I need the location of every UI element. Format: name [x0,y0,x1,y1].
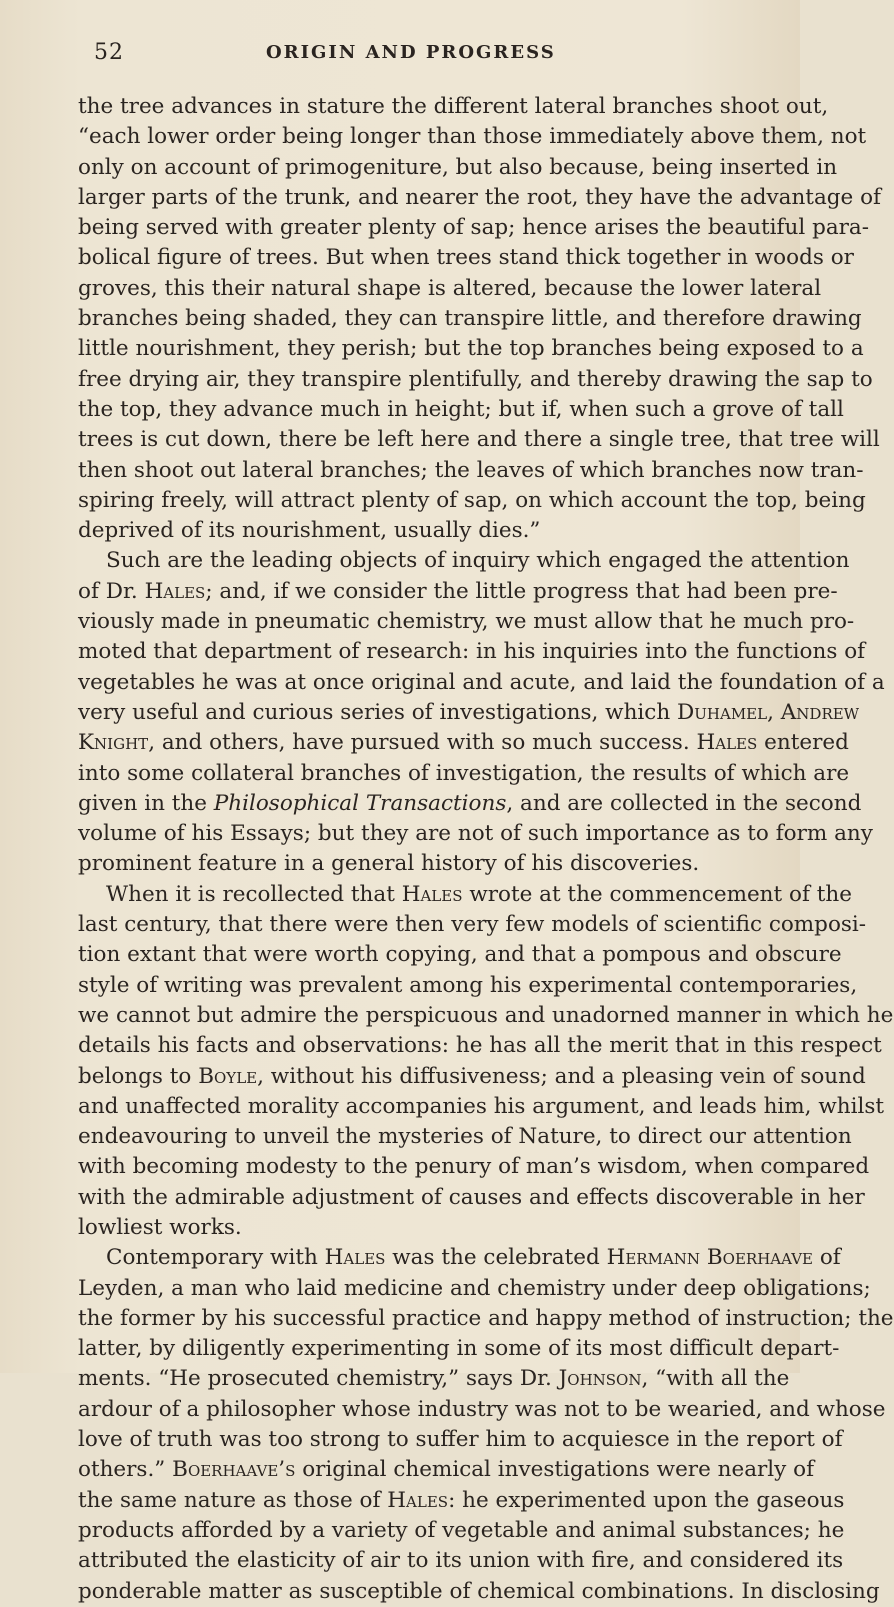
text-segment: we cannot but admire the perspicuous and unadorned manner in which he [78,1002,894,1028]
text-segment: Hales [144,578,206,604]
text-line [78,1395,886,1425]
text-segment: entered [757,730,849,756]
text-segment: , without his diffusiveness; and a pleasing vein of sound [257,1063,866,1089]
text-line [78,304,862,334]
text-line [78,1577,880,1607]
text-segment: Hales [324,1245,386,1271]
body-text [78,92,894,1607]
text-segment: viously made in pneumatic chemistry, we must allow that he much pro- [78,609,855,635]
text-segment: prominent feature in a general history of his discoveries. [78,851,700,877]
text-line [78,1274,871,1304]
text-segment: Hales [401,881,463,907]
text-line [78,668,885,698]
text-line [78,274,822,304]
text-line [78,456,864,486]
text-segment: given in the [78,790,214,816]
text-line [78,637,866,667]
text-line [78,849,774,879]
text-segment: belongs to [78,1063,199,1089]
text-segment: little nourishment, they perish; but the top branches being exposed to a [78,336,864,362]
text-segment: , “with all the [641,1366,790,1392]
text-segment: Philosophical Transactions [213,790,507,816]
text-line [78,577,838,607]
text-line [78,425,880,455]
text-line [78,1425,843,1455]
text-line [78,243,854,273]
text-line [78,395,844,425]
text-segment: , and others, have pursued with so much success. [148,730,697,756]
text-segment: Boerhaave’s [172,1457,296,1483]
text-segment: When it is recollected that [106,881,402,907]
text-segment: , and are collected in the second [506,790,862,816]
text-line [78,92,829,122]
text-segment: attributed the elasticity of air to its union with fire, and considered its [78,1548,844,1574]
text-line [78,1213,774,1243]
text-segment: spiring freely, will attract plenty of sap, on which account the top, being [78,487,866,513]
text-segment: with becoming modesty to the penury of man’s wisdom, when compared [78,1154,870,1180]
text-line [78,1243,841,1273]
text-line [78,486,866,516]
text-segment: Such are the leading objects of inquiry which engaged the attention [106,548,850,574]
text-line [78,1455,815,1485]
text-segment: lowliest works. [78,1214,242,1240]
text-line [78,880,852,910]
text-line [78,698,860,728]
text-segment: wrote at the commencement of the [462,881,852,907]
text-segment: Contemporary with [106,1245,325,1271]
text-segment: ; and, if we consider the little progress that had been pre- [205,578,838,604]
text-segment: Hermann Boerhaave [606,1245,813,1271]
text-segment: endeavouring to unveil the mysteries of Nature, to direct our attention [78,1124,852,1150]
text-segment: branches being shaded, they can transpire little, and therefore drawing [78,306,862,332]
text-segment: original chemical investigations were nearly of [295,1457,815,1483]
text-segment: then shoot out lateral branches; the leaves of which branches now tran- [78,457,864,483]
text-segment: moted that department of research: in his inquiries into the functions of [78,639,866,665]
text-segment: last century, that there were then very few models of scientific composi- [78,912,867,938]
text-segment: “each lower order being longer than those immediately above them, not [78,124,867,150]
text-segment: Knight [78,730,149,756]
text-segment: very useful and curious series of investigations, which [78,699,678,725]
text-segment: Andrew [780,699,860,725]
text-segment: trees is cut down, there be left here and there a single tree, that tree will [78,427,880,453]
text-segment: Hales [387,1487,449,1513]
text-line [78,607,855,637]
text-line [78,1334,840,1364]
text-line [78,1486,845,1516]
text-segment: and unaffected morality accompanies his argument, and leads him, whilst [78,1093,885,1119]
text-line [78,1304,894,1334]
text-segment: ments. “He prosecuted chemistry,” says Dr. [78,1366,559,1392]
text-segment: ardour of a philosopher whose industry was not to be wearied, and whose [78,1396,886,1422]
text-line [78,1122,852,1152]
text-line [78,1546,844,1576]
text-segment: Duhamel [677,699,768,725]
text-line [78,1001,894,1031]
text-segment: the same nature as those of [78,1487,388,1513]
text-line [78,819,873,849]
text-line [78,789,862,819]
text-segment: others.” [78,1457,173,1483]
text-line [78,516,774,546]
text-segment: ponderable matter as susceptible of chemical combinations. In disclosing [78,1578,880,1604]
text-line [78,1183,865,1213]
text-segment: was the celebrated [385,1245,607,1271]
text-line [78,940,842,970]
text-segment: Johnson [558,1366,642,1392]
text-segment: details his facts and observations: he has all the merit that in this respect [78,1033,882,1059]
text-line [78,365,873,395]
text-segment: , [767,699,781,725]
text-segment: of Dr. [78,578,145,604]
text-line [78,1364,790,1394]
text-segment: Hales [696,730,758,756]
text-line [78,153,838,183]
text-line [78,759,850,789]
text-segment: the tree advances in stature the different lateral branches shoot out, [78,94,829,119]
text-line [78,910,867,940]
text-segment: the top, they advance much in height; but if, when such a grove of tall [78,396,844,422]
text-segment: only on account of primogeniture, but also because, being inserted in [78,154,838,180]
running-head: ORIGIN AND PROGRESS [266,42,556,63]
text-segment: with the admirable adjustment of causes and effects discoverable in her [78,1184,865,1210]
text-line [78,334,864,364]
text-segment: volume of his Essays; but they are not of such importance as to form any [78,821,873,847]
text-line [78,971,858,1001]
page-number: 52 [94,40,124,65]
text-segment: free drying air, they transpire plentifully, and thereby drawing the sap to [78,366,873,392]
text-line [78,1516,845,1546]
page-header [94,40,794,70]
text-segment: tion extant that were worth copying, and that a pompous and obscure [78,942,842,968]
text-line [78,546,850,576]
text-segment: bolical figure of trees. But when trees stand thick together in woods or [78,245,854,271]
text-segment: Boyle [198,1063,258,1089]
text-line [78,1062,866,1092]
text-segment: latter, by diligently experimenting in some of its most difficult depart- [78,1336,840,1362]
text-segment: of [812,1245,841,1271]
text-line [78,728,849,758]
text-segment: groves, this their natural shape is altered, because the lower lateral [78,275,822,301]
text-segment: into some collateral branches of investigation, the results of which are [78,760,850,786]
text-line [78,213,870,243]
text-line [78,122,867,152]
text-segment: deprived of its nourishment, usually dies.” [78,518,541,544]
text-segment: vegetables he was at once original and acute, and laid the foundation of a [78,669,885,695]
text-segment: love of truth was too strong to suffer him to acquiesce in the report of [78,1427,843,1453]
text-segment: being served with greater plenty of sap; hence arises the beautiful para- [78,215,870,241]
text-segment: larger parts of the trunk, and nearer the root, they have the advantage of [78,184,881,210]
text-segment: style of writing was prevalent among his experimental contemporaries, [78,972,858,998]
text-line [78,1092,885,1122]
text-line [78,1152,870,1182]
text-line [78,1031,882,1061]
text-segment: the former by his successful practice and happy method of instruction; the [78,1305,894,1331]
text-segment: products afforded by a variety of vegetable and animal substances; he [78,1517,845,1543]
text-segment: : he experimented upon the gaseous [448,1487,845,1513]
text-segment: Leyden, a man who laid medicine and chemistry under deep obligations; [78,1275,871,1301]
text-line [78,183,881,213]
